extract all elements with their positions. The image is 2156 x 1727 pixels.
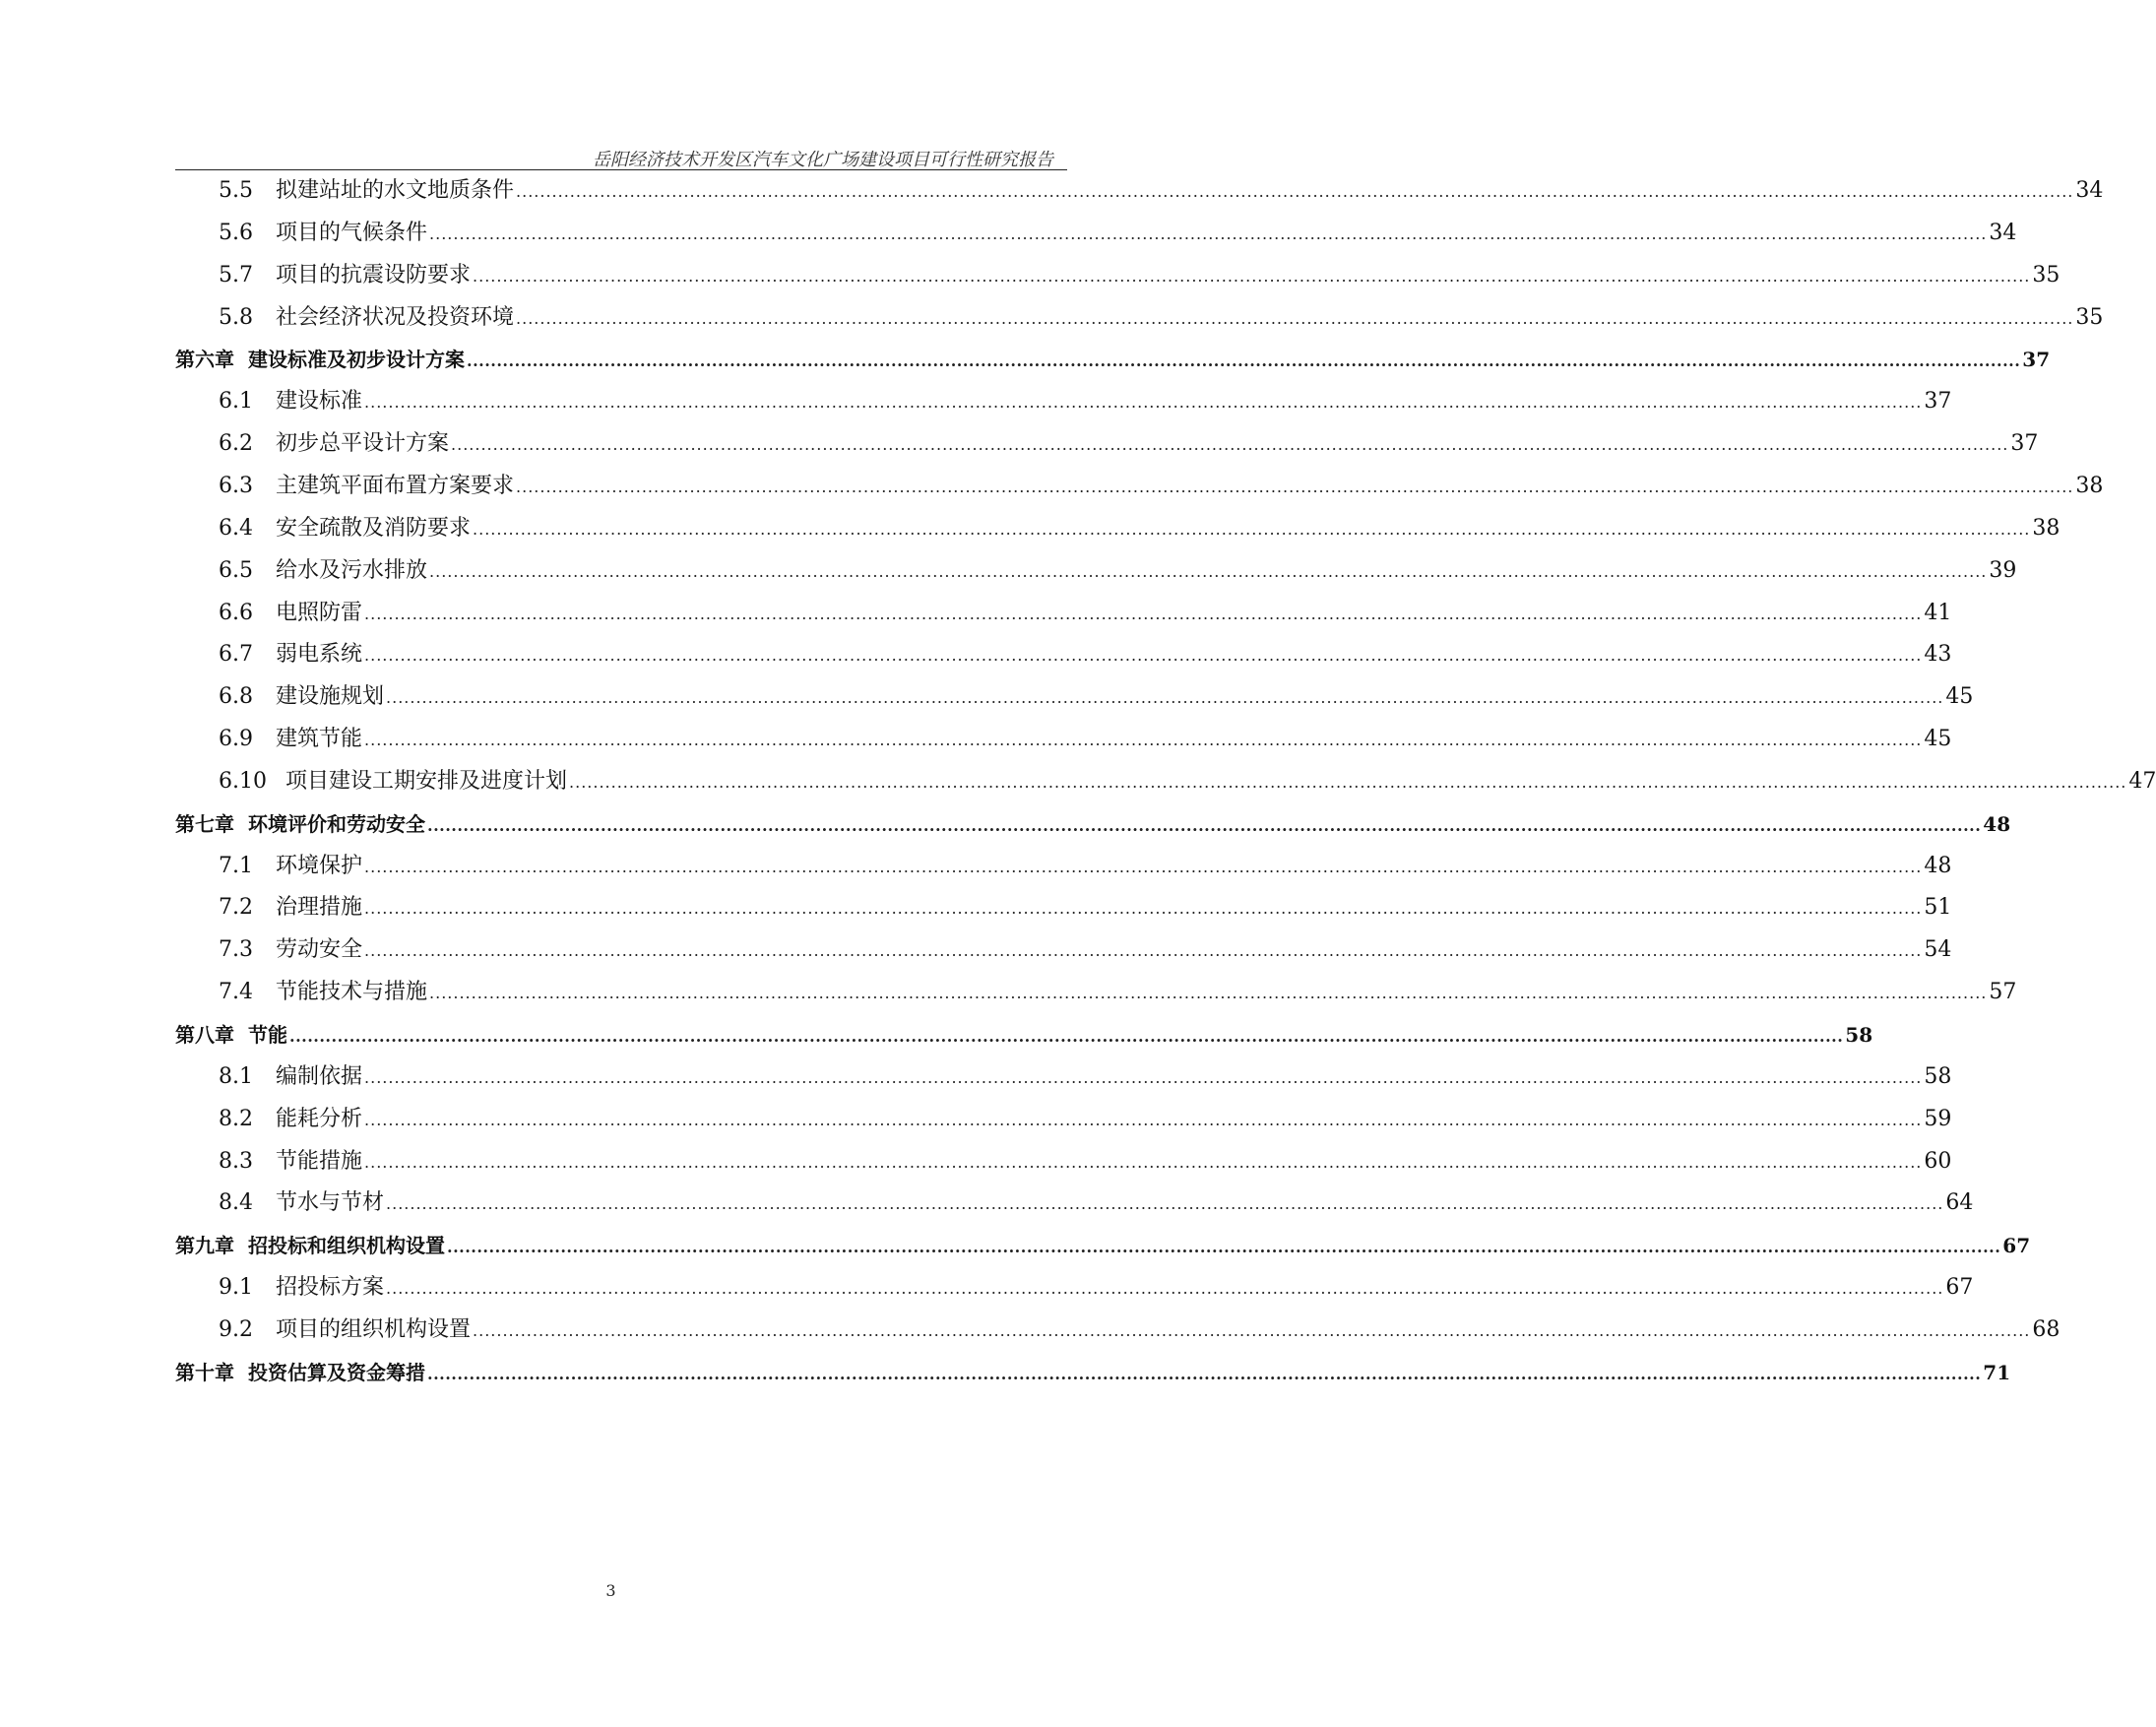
page-reference: 71	[1983, 1361, 2011, 1384]
toc-section-entry[interactable]	[219, 513, 2061, 544]
entry-title: 招投标和组织机构设置	[248, 1234, 445, 1257]
dot-leader: ....................................................................................................................................................................................................................................................................	[386, 1194, 1944, 1213]
section-number: 6.5	[219, 558, 253, 583]
toc-section-entry[interactable]	[219, 639, 1952, 671]
chapter-number: 第十章	[175, 1361, 234, 1384]
section-number: 6.7	[219, 642, 253, 667]
toc-chapter-entry[interactable]	[175, 344, 2051, 375]
entry-title: 建设施规划	[276, 684, 385, 709]
dot-leader: ....................................................................................................................................................................................................................................................................	[429, 984, 1988, 1002]
dot-leader: ....................................................................................................................................................................................................................................................................	[473, 267, 2031, 286]
entry-title: 编制依据	[276, 1064, 363, 1089]
toc-section-entry[interactable]	[219, 851, 1952, 882]
report-title: 岳阳经济技术开发区汽车文化广场建设项目可行性研究报告	[593, 150, 1053, 170]
chapter-number: 第六章	[175, 348, 234, 371]
dot-leader: ....................................................................................................................................................................................................................................................................	[364, 1068, 1923, 1087]
page-reference: 37	[2010, 431, 2039, 456]
toc-section-entry[interactable]	[219, 724, 1952, 755]
section-number: 7.1	[219, 854, 253, 878]
dot-leader: ....................................................................................................................................................................................................................................................................	[516, 478, 2074, 496]
section-number: 5.5	[219, 178, 253, 203]
chapter-number: 第七章	[175, 812, 234, 836]
section-number: 5.6	[219, 221, 253, 245]
entry-title: 给水及污水排放	[276, 558, 428, 583]
dot-leader: ....................................................................................................................................................................................................................................................................	[364, 1111, 1923, 1129]
page-reference: 59	[1924, 1107, 1952, 1131]
page-reference: 35	[2032, 263, 2061, 288]
toc-section-entry[interactable]	[219, 302, 2104, 334]
dot-leader: ....................................................................................................................................................................................................................................................................	[386, 688, 1944, 707]
dot-leader: ....................................................................................................................................................................................................................................................................	[386, 1279, 1944, 1298]
dot-leader: ....................................................................................................................................................................................................................................................................	[429, 562, 1988, 581]
dot-leader: ....................................................................................................................................................................................................................................................................	[467, 352, 2021, 370]
entry-title: 拟建站址的水文地质条件	[276, 178, 515, 203]
section-number: 7.3	[219, 937, 253, 962]
entry-title: 初步总平设计方案	[276, 431, 450, 456]
entry-title: 项目的气候条件	[276, 221, 428, 245]
entry-title: 能耗分析	[276, 1107, 363, 1131]
entry-title: 节能技术与措施	[276, 980, 428, 1004]
entry-title: 项目的组织机构设置	[276, 1317, 472, 1342]
entry-title: 社会经济状况及投资环境	[276, 305, 515, 330]
section-number: 6.9	[219, 727, 253, 751]
page-reference: 57	[1989, 980, 2017, 1004]
toc-section-entry[interactable]	[219, 766, 2156, 798]
toc-section-entry[interactable]	[219, 555, 2017, 587]
toc-chapter-entry[interactable]	[175, 1230, 2031, 1261]
entry-title: 项目的抗震设防要求	[276, 263, 472, 288]
dot-leader: ....................................................................................................................................................................................................................................................................	[473, 520, 2031, 539]
page-reference: 38	[2075, 474, 2104, 498]
page-reference: 38	[2032, 516, 2061, 541]
section-number: 9.1	[219, 1275, 253, 1300]
dot-leader: ....................................................................................................................................................................................................................................................................	[516, 309, 2074, 328]
page-reference: 58	[1924, 1064, 1952, 1089]
dot-leader: ....................................................................................................................................................................................................................................................................	[516, 182, 2074, 201]
page-reference: 39	[1989, 558, 2017, 583]
section-number: 7.2	[219, 895, 253, 920]
entry-title: 建设标准及初步设计方案	[248, 348, 465, 371]
section-number: 5.8	[219, 305, 253, 330]
toc-section-entry[interactable]	[219, 892, 1952, 924]
entry-title: 建设标准	[276, 389, 363, 414]
entry-title: 投资估算及资金筹措	[248, 1361, 425, 1384]
dot-leader: ....................................................................................................................................................................................................................................................................	[429, 224, 1988, 243]
section-number: 8.4	[219, 1190, 253, 1215]
toc-section-entry[interactable]	[219, 386, 1952, 417]
page-reference: 58	[1845, 1023, 1873, 1047]
section-number: 6.10	[219, 769, 267, 794]
section-number: 6.3	[219, 474, 253, 498]
page-reference: 60	[1924, 1149, 1952, 1174]
toc-section-entry[interactable]	[219, 1187, 1974, 1219]
section-number: 6.4	[219, 516, 253, 541]
dot-leader: ....................................................................................................................................................................................................................................................................	[364, 731, 1923, 749]
page-reference: 43	[1924, 642, 1952, 667]
toc-chapter-entry[interactable]	[175, 1357, 2011, 1388]
page-reference: 48	[1983, 812, 2011, 836]
page-reference: 67	[2002, 1234, 2031, 1257]
entry-title: 节能	[248, 1023, 287, 1047]
page-reference: 45	[1924, 727, 1952, 751]
page-reference: 51	[1924, 895, 1952, 920]
entry-title: 安全疏散及消防要求	[276, 516, 472, 541]
dot-leader: ....................................................................................................................................................................................................................................................................	[569, 773, 2127, 792]
dot-leader: ....................................................................................................................................................................................................................................................................	[364, 1153, 1923, 1172]
toc-section-entry[interactable]	[219, 1272, 1974, 1304]
page-reference: 41	[1924, 601, 1952, 625]
dot-leader: ....................................................................................................................................................................................................................................................................	[364, 899, 1923, 918]
page-reference: 45	[1945, 684, 1974, 709]
section-number: 7.4	[219, 980, 253, 1004]
dot-leader: ....................................................................................................................................................................................................................................................................	[289, 1027, 1844, 1046]
entry-title: 弱电系统	[276, 642, 363, 667]
section-number: 6.8	[219, 684, 253, 709]
dot-leader: ....................................................................................................................................................................................................................................................................	[427, 816, 1982, 835]
entry-title: 电照防雷	[276, 601, 363, 625]
section-number: 8.2	[219, 1107, 253, 1131]
page-reference: 67	[1945, 1275, 1974, 1300]
dot-leader: ....................................................................................................................................................................................................................................................................	[447, 1238, 2001, 1256]
toc-section-entry[interactable]	[219, 175, 2104, 207]
page-reference: 54	[1924, 937, 1952, 962]
entry-title: 建筑节能	[276, 727, 363, 751]
section-number: 8.3	[219, 1149, 253, 1174]
toc-chapter-entry[interactable]	[175, 808, 2011, 840]
page-reference: 47	[2128, 769, 2156, 794]
section-number: 5.7	[219, 263, 253, 288]
section-number: 6.1	[219, 389, 253, 414]
entry-title: 节能措施	[276, 1149, 363, 1174]
entry-title: 招投标方案	[276, 1275, 385, 1300]
page-number: 3	[605, 1581, 616, 1600]
toc-section-entry[interactable]	[219, 1314, 2061, 1346]
toc-section-entry[interactable]	[219, 1146, 1952, 1178]
entry-title: 治理措施	[276, 895, 363, 920]
toc-section-entry[interactable]	[219, 598, 1952, 629]
toc-section-entry[interactable]	[219, 1061, 1952, 1093]
toc-section-entry[interactable]	[219, 681, 1974, 713]
dot-leader: ....................................................................................................................................................................................................................................................................	[364, 941, 1923, 960]
page-reference: 37	[2022, 348, 2051, 371]
section-number: 9.2	[219, 1317, 253, 1342]
dot-leader: ....................................................................................................................................................................................................................................................................	[473, 1321, 2031, 1340]
page-reference: 35	[2075, 305, 2104, 330]
toc-section-entry[interactable]	[219, 977, 2017, 1008]
toc-section-entry[interactable]	[219, 260, 2061, 291]
toc-section-entry[interactable]	[219, 428, 2039, 460]
entry-title: 主建筑平面布置方案要求	[276, 474, 515, 498]
toc-section-entry[interactable]	[219, 471, 2104, 502]
page-reference: 64	[1945, 1190, 1974, 1215]
page-reference: 37	[1924, 389, 1952, 414]
chapter-number: 第八章	[175, 1023, 234, 1047]
entry-title: 节水与节材	[276, 1190, 385, 1215]
toc-section-entry[interactable]	[219, 1104, 1952, 1135]
running-header	[175, 148, 1067, 170]
entry-title: 项目建设工期安排及进度计划	[285, 769, 568, 794]
entry-title: 劳动安全	[276, 937, 363, 962]
chapter-number: 第九章	[175, 1234, 234, 1257]
section-number: 6.6	[219, 601, 253, 625]
toc-chapter-entry[interactable]	[175, 1019, 1873, 1051]
dot-leader: ....................................................................................................................................................................................................................................................................	[364, 605, 1923, 623]
entry-title: 环境保护	[276, 854, 363, 878]
dot-leader: ....................................................................................................................................................................................................................................................................	[364, 646, 1923, 665]
dot-leader: ....................................................................................................................................................................................................................................................................	[364, 393, 1923, 412]
entry-title: 环境评价和劳动安全	[248, 812, 425, 836]
toc-section-entry[interactable]	[219, 934, 1952, 966]
page-reference: 34	[2075, 178, 2104, 203]
dot-leader: ....................................................................................................................................................................................................................................................................	[427, 1365, 1982, 1383]
section-number: 8.1	[219, 1064, 253, 1089]
section-number: 6.2	[219, 431, 253, 456]
dot-leader: ....................................................................................................................................................................................................................................................................	[451, 435, 2009, 454]
page-reference: 34	[1989, 221, 2017, 245]
dot-leader: ....................................................................................................................................................................................................................................................................	[364, 858, 1923, 876]
page-reference: 48	[1924, 854, 1952, 878]
page-reference: 68	[2032, 1317, 2061, 1342]
toc-section-entry[interactable]	[219, 218, 2017, 249]
